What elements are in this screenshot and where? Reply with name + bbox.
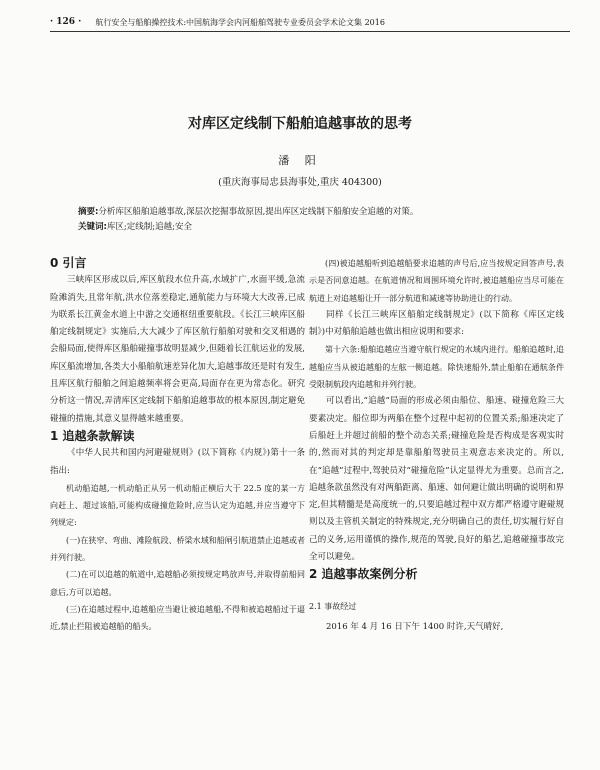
right-column	[309, 255, 564, 636]
rule-article-16: 第十六条:船舶追越应当遵守航行规定的水域内进行。船舶追越时,追越船应当从被追越船的左舷一侧追越。除快速船外,禁止船舶在通航条件受限制航段内追越和并列行驶。	[309, 345, 564, 390]
keywords-label: 关键词:	[78, 222, 107, 232]
rule-item-3: (三)在追越过程中,追越船应当避让被追越船,不得和被追越船过于逼近,禁止拦阻被追越船的船头。	[50, 604, 305, 632]
rule-item-1: (一)在狭窄、弯曲、滩险航段、桥梁水域和船闸引航道禁止追越或者并列行驶。	[50, 535, 305, 563]
section-heading-intro: 0 引言	[50, 256, 87, 270]
subsection-heading: 2.1 事故经过	[309, 601, 357, 611]
keywords-text: 库区;定线制;追越;安全	[106, 222, 192, 232]
article-author: 潘 阳	[278, 154, 322, 167]
keywords-line	[78, 220, 558, 235]
rule-quote: 机动船追越,一机动船正从另一机动船正横后大于 22.5 度的某一方向赶上、超过该船,可能构成碰撞危险时,应当认定为追越,并应当遵守下列规定:	[50, 483, 305, 528]
section-heading-overtaking-clause: 1 追越条款解读	[50, 428, 135, 443]
abstract-text: 分析库区船舶追越事故,深层次挖掘事故原因,提出库区定线制下船舶安全追越的对策。	[98, 207, 419, 217]
author-affiliation: (重庆海事局忠县海事处,重庆 404300)	[218, 177, 382, 188]
abstract-line	[78, 205, 558, 220]
paragraph: 《中华人民共和国内河避碰规则》(以下简称《内规》)第十一条指出:	[50, 448, 305, 476]
running-title: 航行安全与船舶操控技术:中国航海学会内河船舶驾驶专业委员会学术论文集 2016	[95, 17, 385, 27]
paragraph: 2016 年 4 月 16 日下午 1400 时许,天气晴好,	[326, 621, 504, 632]
rule-item-4: (四)被追越船听到追越船要求追越的声号后,应当按规定回答声号,表示是否同意追越。在航道情况和周围环境允许时,被追越船应当尽可能在航道上对追越船让开一部分航道和减速等协助进让的行动。	[309, 259, 564, 303]
abstract-block	[78, 205, 558, 235]
abstract-label: 摘要:	[78, 207, 99, 217]
rule-item-2: (二)在可以追越的航道中,追越船必须按规定鸣放声号,并取得前船同意后,方可以追越。	[50, 570, 305, 597]
intro-paragraph: 三峡库区形成以后,库区航段水位升高,水域扩广,水面平缓,急流险滩消失,且常年航,洪水位落差稳定,通航能力与环境大大改善,已成为联系长江黄金水道上中游之交通枢纽重要航段。《长江三峡库区船舶定线制规定》实施后,大大减少了库区航行船舶对驶和交叉相遇的会船局面,使得库区船舶碰撞事故明显减少,但随着长江航运业的发展,库区船流增加,各类大小船舶航速差异化加大,追越事故还是时有发生,且库区航行船舶之间追越频率将会更高,局面存在更为常态化。研究分析这一情况,弄清库区定线制下船舶追越事故的根本原因,制定避免碰撞的措施,其意义显得越来越重要。	[50, 275, 305, 424]
page-number: · 126 ·	[50, 17, 82, 27]
analysis-paragraph: 可以看出,“追越”局面的形成必须由船位、船速、碰撞危险三大要素决定。船位即为两船在整个过程中起初的位置关系;船速决定了后船赶上并超过前船的整个动态关系;碰撞危险是否构成是客观实时的,然而对其的判定却是靠船舶驾驶员主观意志来决定的。所以,在“追越”过程中,驾驶员对“碰撞危险”认定显得尤为重要。总而言之,追越条款虽然没有对两船距离、船速、如何避让做出明确的说明和界定,但其精髓是是高度统一的,只要追越过程中双方都严格遵守避碰规则以及主管机关制定的特殊规定,充分明确自己的责任,切实履行好自己的义务,运用谨慎的操作,规范的驾驶,良好的船艺,追越碰撞事故完全可以避免。	[309, 396, 565, 563]
section-heading-case-analysis: 2 追越事故案例分析	[309, 567, 418, 582]
article-title: 对库区定线制下船舶追越事故的思考	[188, 116, 412, 132]
paragraph: 同样《长江三峡库区船舶定线制规定》(以下简称《库区定线制》)中对船舶追越也做出相应说明和要求:	[309, 309, 564, 338]
left-column	[50, 255, 305, 636]
running-header	[50, 13, 570, 32]
